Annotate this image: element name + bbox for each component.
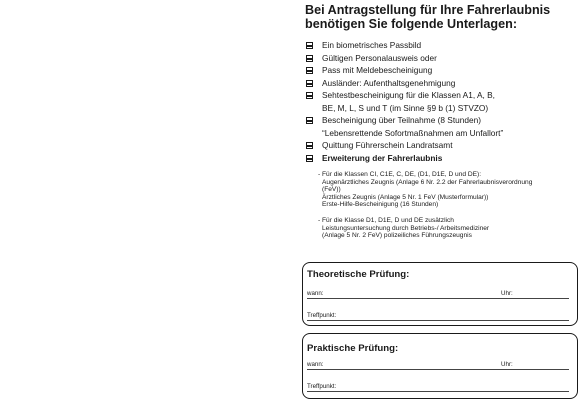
checklist-item (305, 64, 577, 77)
checkbox-icon[interactable] (306, 92, 313, 99)
checkbox-icon[interactable] (306, 80, 313, 87)
checkbox-icon[interactable] (306, 67, 313, 74)
checklist-item-label: Bescheinigung über Teilnahme (8 Stunden) (322, 115, 481, 125)
note-line: Leistungsuntersuchung durch Betriebs-/ Arbeitsmediziner (322, 224, 490, 232)
theory-exam-box (302, 262, 578, 326)
practical-treffpunkt-field[interactable] (307, 383, 569, 392)
checklist-item (305, 102, 577, 115)
checklist-item (305, 139, 577, 152)
checkbox-icon[interactable] (306, 42, 313, 49)
practical-exam-title: Praktische Prüfung: (307, 343, 399, 354)
practical-exam-box (302, 333, 578, 399)
checklist-item (305, 52, 577, 65)
practical-uhr-label: Uhr: (501, 361, 513, 368)
theory-uhr-label: Uhr: (501, 290, 513, 297)
checkbox-icon[interactable] (306, 155, 313, 162)
checklist-item-label: Quittung Führerschein Landratsamt (322, 140, 453, 150)
note-line: - Für die Klasse D1, D1E, D und DE zusätzlich (318, 216, 454, 224)
checklist-item-label: Ausländer: Aufenthaltsgenehmigung (322, 77, 456, 88)
note-line: Augenärztliches Zeugnis (Anlage 6 Nr. 2.2 der Fahrerlaubnisverordnung (322, 178, 533, 186)
note-line: - Für die Klassen CI, C1E, C, DE, (D1, D1E, D und DE): (318, 171, 482, 178)
practical-wann-field[interactable] (307, 361, 501, 370)
requirements-checklist (305, 39, 577, 164)
theory-treffpunkt-field[interactable] (307, 312, 569, 321)
note-line: (Anlage 5 Nr. 2 FeV) polizeiliches Führungszeugnis (322, 232, 472, 240)
theory-exam-title: Theoretische Prüfung: (307, 269, 410, 280)
checklist-item-label: “Lebensrettende Sofortmaßnahmen am Unfallort” (322, 127, 504, 138)
note-line: Ärztliches Zeugnis (Anlage 5 Nr. 1 FeV (Musterformular)) (322, 193, 489, 201)
checklist-item (305, 114, 577, 127)
extension-notes (318, 171, 580, 248)
checklist-item-label: BE, M, L, S und T (im Sinne §9 b (1) STVZO) (322, 102, 489, 113)
checklist-item (305, 127, 577, 140)
checklist-item-label: Erweiterung der Fahrerlaubnis (322, 152, 443, 163)
checkbox-icon[interactable] (306, 117, 313, 124)
theory-wann-label: wann: (307, 290, 324, 297)
checklist-item-label: Pass mit Meldebescheinigung (322, 65, 433, 75)
practical-wann-label: wann: (307, 361, 324, 368)
checklist-item (305, 77, 577, 90)
practical-treffpunkt-label: Treffpunkt: (307, 383, 337, 390)
note-classes-d (318, 217, 580, 240)
checkbox-icon[interactable] (306, 55, 313, 62)
note-line: (FeV)) (322, 186, 341, 194)
checkbox-icon[interactable] (306, 142, 313, 149)
note-line: Erste-Hilfe-Bescheinigung (16 Stunden) (322, 201, 439, 209)
checklist-item (305, 39, 577, 52)
checklist-item-label: Gültigen Personalausweis oder (322, 52, 437, 63)
heading-line-1: Bei Antragstellung für Ihre Fahrerlaubnis (305, 3, 551, 17)
checklist-item-label: Ein biometrisches Passbild (322, 40, 422, 50)
theory-treffpunkt-label: Treffpunkt: (307, 312, 337, 319)
page-heading (305, 3, 575, 31)
theory-wann-field[interactable] (307, 290, 501, 299)
practical-uhr-field[interactable] (501, 361, 569, 370)
checklist-item-label: Sehtestbescheinigung für die Klassen A1, A, B, (322, 90, 495, 100)
checklist-item (305, 89, 577, 102)
checklist-item (305, 152, 577, 165)
theory-uhr-field[interactable] (501, 290, 569, 299)
heading-line-2: benötigen Sie folgende Unterlagen: (305, 17, 518, 31)
note-classes-c-d (318, 171, 580, 209)
